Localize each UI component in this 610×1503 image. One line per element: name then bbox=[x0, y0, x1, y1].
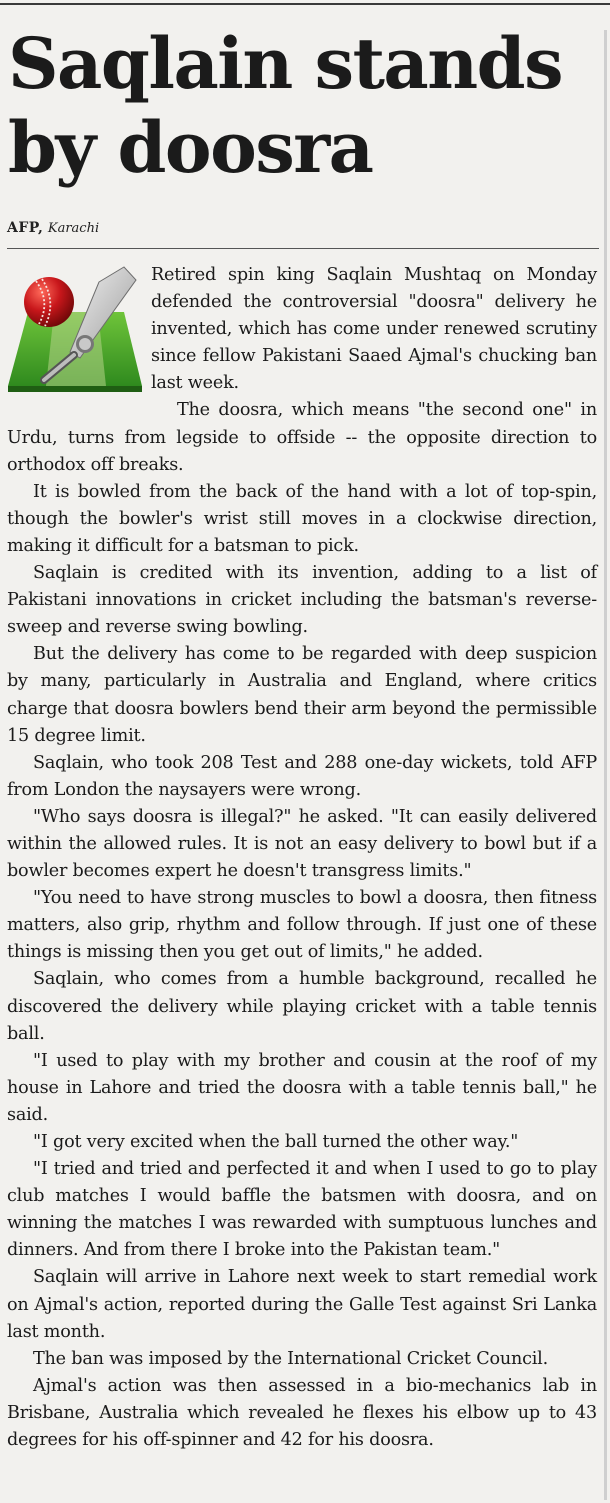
article-paragraph: "I tried and tried and perfected it and when I used to go to play club matches I would baffle the batsmen with doosra, and on winning the matches I was rewarded with sumptuous lunches and dinners. And from there I broke into the Pakistan team." bbox=[7, 1159, 597, 1261]
byline-rule bbox=[7, 248, 599, 249]
article-paragraph: Saqlain, who comes from a humble background, recalled he discovered the delivery while playing cricket with a table tennis ball. bbox=[7, 969, 597, 1044]
article-paragraph: The ban was imposed by the International Cricket Council. bbox=[33, 1348, 549, 1369]
article-body bbox=[7, 262, 597, 1454]
byline-city: Karachi bbox=[47, 221, 100, 236]
headline: Saqlain stands by doosra bbox=[8, 22, 563, 189]
byline-agency: AFP, bbox=[7, 220, 44, 236]
article-paragraph: But the delivery has come to be regarded with deep suspicion by many, particularly in Australia and England, where critics charge that doosra bowlers bend their arm beyond the permissible 15 degree limit. bbox=[7, 644, 597, 746]
article-paragraph: "I got very excited when the ball turned the other way." bbox=[33, 1132, 519, 1152]
article-paragraph: It is bowled from the back of the hand with a lot of top-spin, though the bowler's wrist still moves in a clockwise direction, making it difficult for a batsman to pick. bbox=[7, 481, 597, 556]
article-paragraph: "I used to play with my brother and cousin at the roof of my house in Lahore and tried the doosra with a table tennis ball," he said. bbox=[7, 1050, 597, 1125]
article-paragraph: Retired spin king Saqlain Mushtaq on Monday defended the controversial "doosra" delivery he invented, which has come under renewed scrutiny since fellow Pakistani Saaed Ajmal's chucking ban last week. bbox=[151, 265, 597, 394]
image-spacer bbox=[7, 262, 151, 400]
byline bbox=[7, 220, 99, 236]
article-paragraph: Ajmal's action was then assessed in a bio-mechanics lab in Brisbane, Australia which revealed he flexes his elbow up to 43 degrees for his off-spinner and 42 for his doosra. bbox=[7, 1375, 597, 1451]
top-rule bbox=[0, 3, 610, 5]
article-paragraph: The doosra, which means "the second one" in Urdu, turns from legside to offside -- the opposite direction to orthodox off breaks. bbox=[7, 400, 597, 475]
article-paragraph: Saqlain will arrive in Lahore next week to start remedial work on Ajmal's action, reported during the Galle Test against Sri Lanka last month. bbox=[7, 1267, 597, 1342]
article-paragraph: Saqlain is credited with its invention, adding to a list of Pakistani innovations in cricket including the batsman's reverse-sweep and reverse swing bowling. bbox=[7, 563, 597, 638]
article-paragraph: "Who says doosra is illegal?" he asked. "It can easily delivered within the allowed rules. It is not an easy delivery to bowl but if a bowler becomes expert he doesn't transgress limits." bbox=[7, 806, 597, 882]
article-paragraph: "You need to have strong muscles to bowl a doosra, then fitness matters, also grip, rhythm and follow through. If just one of these things is missing then you get out of limits," he added. bbox=[7, 888, 597, 963]
article-paragraph: Saqlain, who took 208 Test and 288 one-day wickets, told AFP from London the naysayers were wrong. bbox=[7, 752, 597, 800]
column-edge bbox=[604, 30, 607, 1500]
